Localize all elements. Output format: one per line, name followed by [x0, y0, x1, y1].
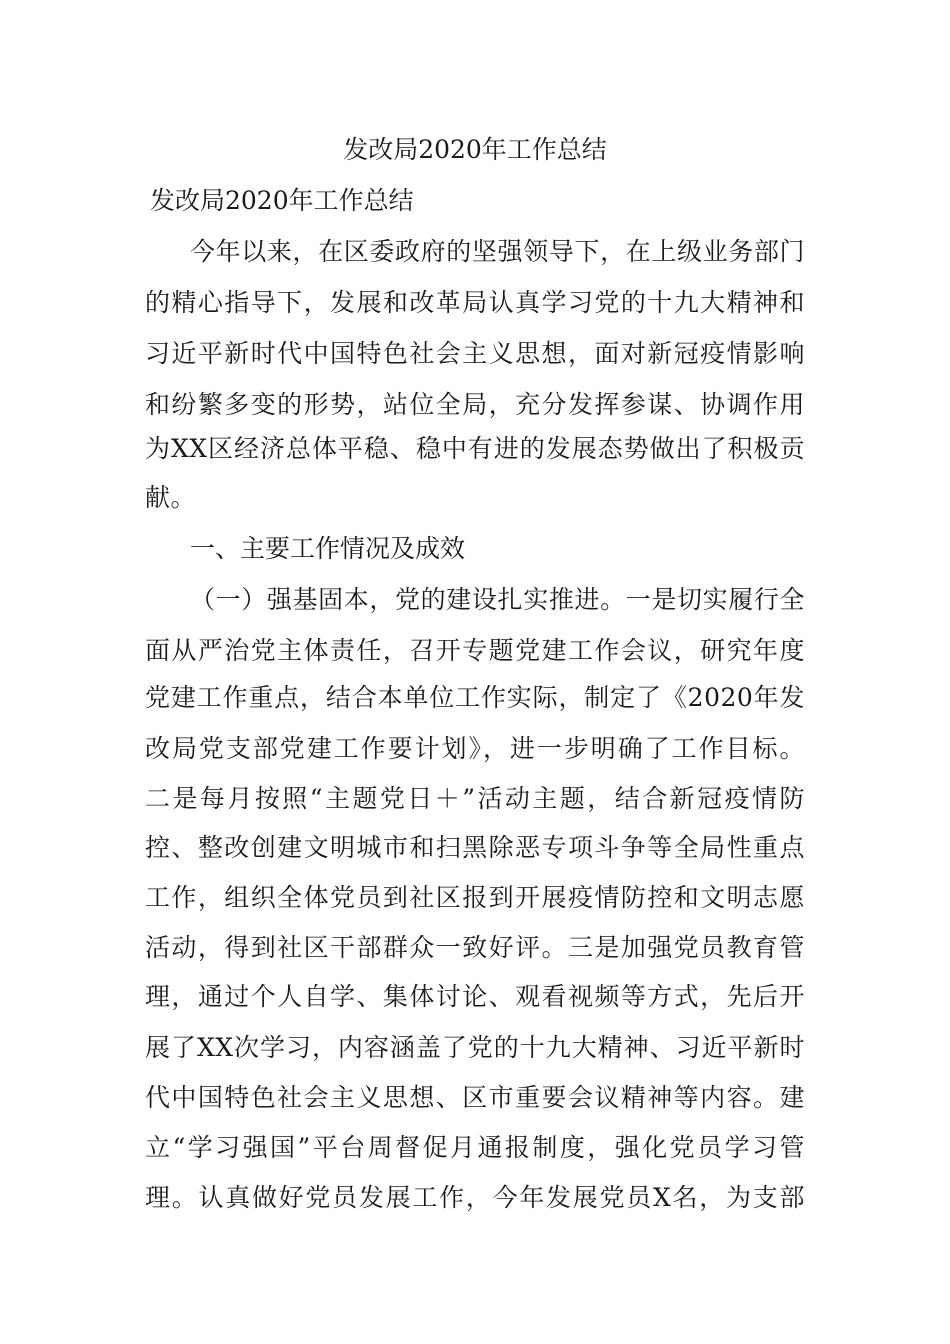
body-line: 党建工作重点，结合本单位工作实际，制定了《2020年发 — [145, 683, 805, 712]
document-title: 发改局2020年工作总结 — [343, 135, 607, 164]
body-line: 工作，组织全体党员到社区报到开展疫情防控和文明志愿 — [145, 883, 805, 912]
body-line: 控、整改创建文明城市和扫黑除恶专项斗争等全局性重点 — [145, 833, 805, 862]
document-subtitle: 发改局2020年工作总结 — [150, 186, 414, 215]
body-line: 活动，得到社区干部群众一致好评。三是加强党员教育管 — [145, 933, 805, 962]
intro-line: 习近平新时代中国特色社会主义思想，面对新冠疫情影响 — [145, 339, 805, 368]
body-line: （一）强基固本，党的建设扎实推进。一是切实履行全 — [190, 585, 805, 614]
section-heading: 一、主要工作情况及成效 — [190, 534, 466, 563]
body-line: 改局党支部党建工作要计划》，进一步明确了工作目标。 — [145, 734, 805, 763]
intro-line: 和纷繁多变的形势，站位全局，充分发挥参谋、协调作用 — [145, 390, 805, 419]
intro-line: 献。 — [145, 483, 197, 512]
body-line: 理。认真做好党员发展工作，今年发展党员X名，为支部 — [145, 1183, 805, 1212]
body-line: 面从严治党主体责任，召开专题党建工作会议，研究年度 — [145, 636, 805, 665]
body-line: 立“学习强国”平台周督促月通报制度，强化党员学习管 — [145, 1133, 805, 1162]
body-line: 展了XX次学习，内容涵盖了党的十九大精神、习近平新时 — [145, 1033, 805, 1062]
intro-line: 为XX区经济总体平稳、稳中有进的发展态势做出了积极贡 — [145, 434, 805, 463]
body-line: 理，通过个人自学、集体讨论、观看视频等方式，先后开 — [145, 982, 805, 1011]
intro-line: 的精心指导下，发展和改革局认真学习党的十九大精神和 — [145, 288, 805, 317]
body-line: 代中国特色社会主义思想、区市重要会议精神等内容。建 — [145, 1083, 805, 1112]
intro-line: 今年以来，在区委政府的坚强领导下，在上级业务部门 — [190, 237, 805, 266]
body-line: 二是每月按照“主题党日＋”活动主题，结合新冠疫情防 — [145, 784, 805, 813]
